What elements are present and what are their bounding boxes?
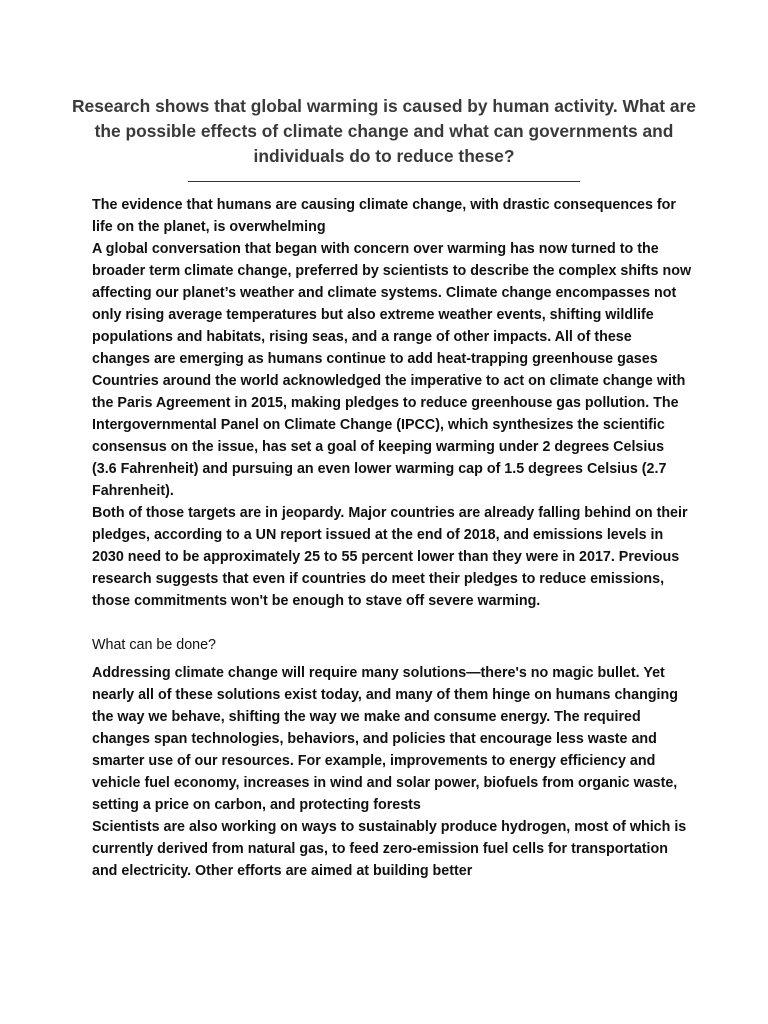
section-heading: What can be done? — [92, 637, 216, 653]
paragraph-solutions: Addressing climate change will require many solutions—there's no magic bullet. Yet nearly all of these solutions exist today, and many of them hinge on humans changing the way we behave, shifting the way we make and consume energy. The required changes span technologies, behaviors, and policies that encourage less waste and smarter use of our resources. For example, improvements to energy efficiency and vehicle fuel economy, increases in wind and solar power, biofuels from organic waste, setting a price on carbon, and protecting forests — [92, 665, 678, 813]
document-body — [92, 194, 692, 882]
paragraph-hydrogen: Scientists are also working on ways to sustainably produce hydrogen, most of which is currently derived from natural gas, to feed zero-emission fuel cells for transportation and electricity. Other efforts are aimed at building better — [92, 819, 687, 879]
paragraph-intro: The evidence that humans are causing climate change, with drastic consequences for life on the planet, is overwhelming — [92, 197, 676, 235]
title-divider: ———————————————————————————— — [188, 173, 580, 187]
paragraph-paris-agreement: Countries around the world acknowledged the imperative to act on climate change with the Paris Agreement in 2015, making pledges to reduce greenhouse gas pollution. The Intergovernmental Panel on Climate Change (IPCC), which synthesizes the scientific consensus on the issue, has set a goal of keeping warming under 2 degrees Celsius (3.6 Fahrenheit) and pursuing an even lower warming cap of 1.5 degrees Celsius (2.7 Fahrenheit). — [92, 373, 686, 499]
paragraph-conversation: A global conversation that began with concern over warming has now turned to the broader term climate change, preferred by scientists to describe the complex shifts now affecting our planet’s weather and climate systems. Climate change encompasses not only rising average temperatures but also extreme weather events, shifting wildlife populations and habitats, rising seas, and a range of other impacts. All of these changes are emerging as humans continue to add heat-trapping greenhouse gases — [92, 241, 692, 367]
document-title: Research shows that global warming is caused by human activity. What are the possible effects of climate change and what can governments and individuals do to reduce these? — [72, 96, 696, 166]
paragraph-spacer — [92, 612, 692, 634]
paragraph-targets: Both of those targets are in jeopardy. Major countries are already falling behind on their pledges, according to a UN report issued at the end of 2018, and emissions levels in 2030 need to be approximately 25 to 55 percent lower than they were in 2017. Previous research suggests that even if countries do meet their pledges to reduce emissions, those commitments won't be enough to stave off severe warming. — [92, 505, 688, 609]
